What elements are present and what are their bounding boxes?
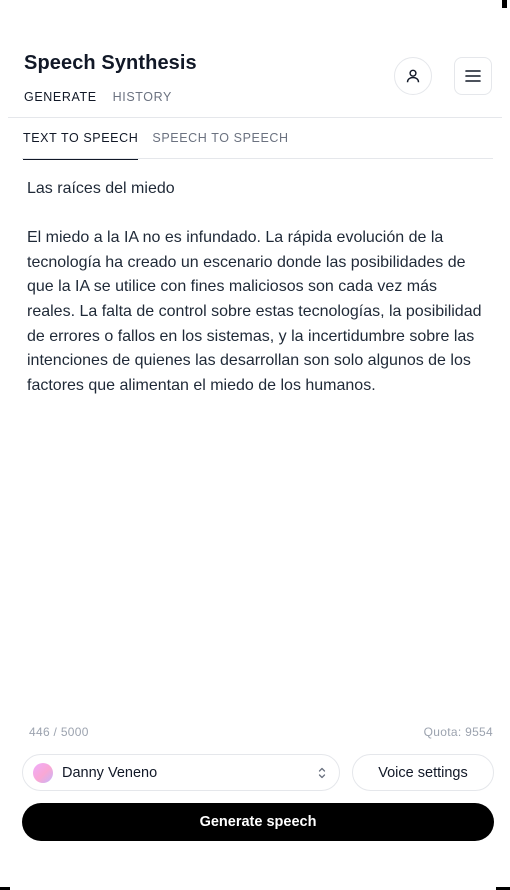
voice-name: Danny Veneno [62, 764, 158, 781]
header-divider [8, 117, 502, 118]
voice-settings-button[interactable]: Voice settings [352, 754, 494, 791]
user-icon [405, 68, 421, 84]
editor-title-line: Las raíces del miedo [27, 180, 175, 197]
generate-speech-button[interactable]: Generate speech [22, 803, 494, 841]
tab-text-to-speech[interactable]: TEXT TO SPEECH [23, 131, 138, 160]
voice-avatar [33, 763, 53, 783]
tab-speech-to-speech[interactable]: SPEECH TO SPEECH [152, 131, 289, 145]
chevron-up-down-icon [317, 766, 327, 780]
paragraph-gap [27, 202, 487, 227]
voice-select[interactable] [22, 754, 340, 791]
corner-marker [502, 0, 507, 8]
quota-label: Quota: 9554 [423, 725, 493, 739]
editor-body: El miedo a la IA no es infundado. La rápida evolución de la tecnología ha creado un escenario donde las posibilidades de que la IA se utilice con fines maliciosos son cada vez más reales. La falta de control sobre estas tecnologías, la posibilidad de errores o fallos en los sistemas, y la incertidumbre sobre las intenciones de quienes las desarrollan son solo algunos de los factores que alimentan el miedo de los humanos. [27, 229, 482, 394]
main-tabs [24, 90, 172, 118]
text-editor[interactable] [27, 177, 487, 398]
tab-generate[interactable]: GENERATE [24, 90, 99, 118]
mode-tabs-divider [22, 158, 493, 159]
profile-button[interactable] [394, 57, 432, 95]
character-count: 446 / 5000 [29, 725, 89, 739]
menu-button[interactable] [454, 57, 492, 95]
hamburger-menu-icon [465, 69, 481, 83]
app-title: Speech Synthesis [24, 52, 197, 74]
mode-tabs [23, 131, 289, 160]
tab-history[interactable]: HISTORY [112, 90, 172, 104]
